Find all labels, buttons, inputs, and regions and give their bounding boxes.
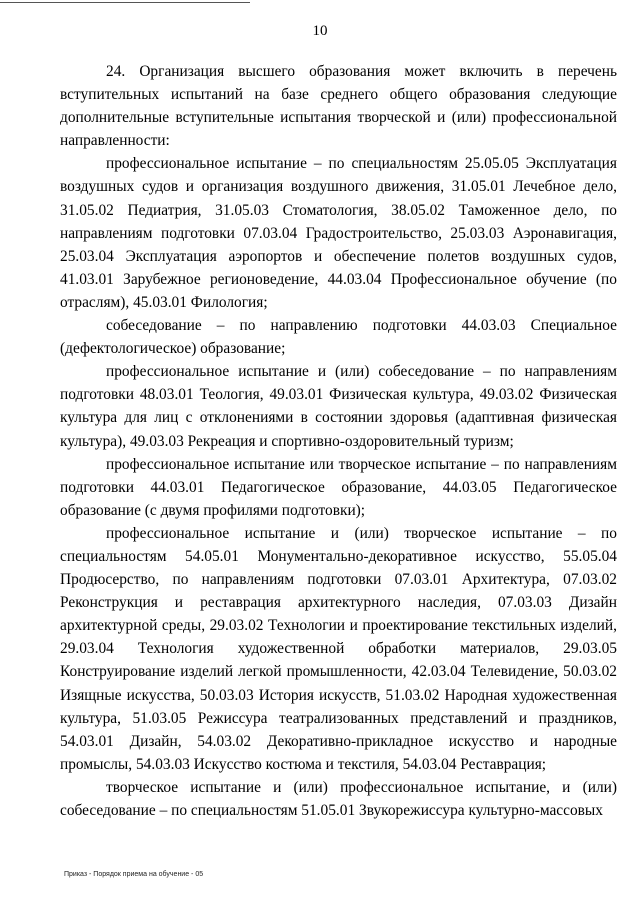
footer-document-label: Приказ - Порядок приема на обучение - 05 <box>64 871 204 878</box>
paragraph-24-intro: 24. Организация высшего образования может включить в перечень вступительных испытаний на базе среднего общего образования следующие дополнительные вступительные испытания творческой и (или) профессиональной направленности: <box>60 63 617 150</box>
document-body <box>60 60 617 822</box>
paragraph-interview: собеседование – по направлению подготовки 44.03.03 Специальное (дефектологическое) образование; <box>60 317 617 358</box>
paragraph-professional-or-creative: профессиональное испытание или творческое испытание – по направлениям подготовки 44.03.01 Педагогическое образование, 44.03.05 Педагогическое образование (с двумя профилями подготовки); <box>60 455 617 519</box>
paragraph-professional-test: профессиональное испытание – по специальностям 25.05.05 Эксплуатация воздушных судов и организация воздушного движения, 31.05.01 Лечебное дело, 31.05.02 Педиатрия, 31.05.03 Стоматология, 38.05.02 Таможенное дело, по направлениям подготовки 07.03.04 Градостроительство, 25.03.03 Аэронавигация, 25.03.04 Эксплуатация аэропортов и обеспечение полетов воздушных судов, 41.03.01 Зарубежное регионоведение, 44.03.04 Профессиональное обучение (по отраслям), 45.03.01 Филология; <box>60 155 617 311</box>
top-rule <box>0 2 250 3</box>
paragraph-professional-and-creative: профессиональное испытание и (или) творческое испытание – по специальностям 54.05.01 Монументально-декоративное искусство, 55.05.04 Продюсерство, по направлениям подготовки 07.03.01 Архитектура, 07.03.02 Реконструкция и реставрация архитектурного наследия, 07.03.03 Дизайн архитектурной среды, 29.03.02 Технологии и проектирование текстильных изделий, 29.03.04 Технология художественной обработки материалов, 29.03.05 Конструирование изделий легкой промышленности, 42.03.04 Телевидение, 50.03.02 Изящные искусства, 50.03.03 История искусств, 51.03.02 Народная художественная культура, 51.03.05 Режиссура театрализованных представлений и праздников, 54.03.01 Дизайн, 54.03.02 Декоративно-прикладное искусство и народные промыслы, 54.03.03 Искусство костюма и текстиля, 54.03.04 Реставрация; <box>60 524 617 773</box>
paragraph-creative-professional-interview: творческое испытание и (или) профессиональное испытание, и (или) собеседование – по специальностям 51.05.01 Звукорежиссура культурно-массовых <box>60 778 617 819</box>
page-number: 10 <box>312 23 328 39</box>
paragraph-professional-or-interview: профессиональное испытание и (или) собеседование – по направлениям подготовки 48.03.01 Теология, 49.03.01 Физическая культура, 49.03.02 Физическая культура для лиц с отклонениями в состоянии здоровья (адаптивная физическая культура), 49.03.03 Рекреация и спортивно-оздоровительный туризм; <box>60 363 617 450</box>
